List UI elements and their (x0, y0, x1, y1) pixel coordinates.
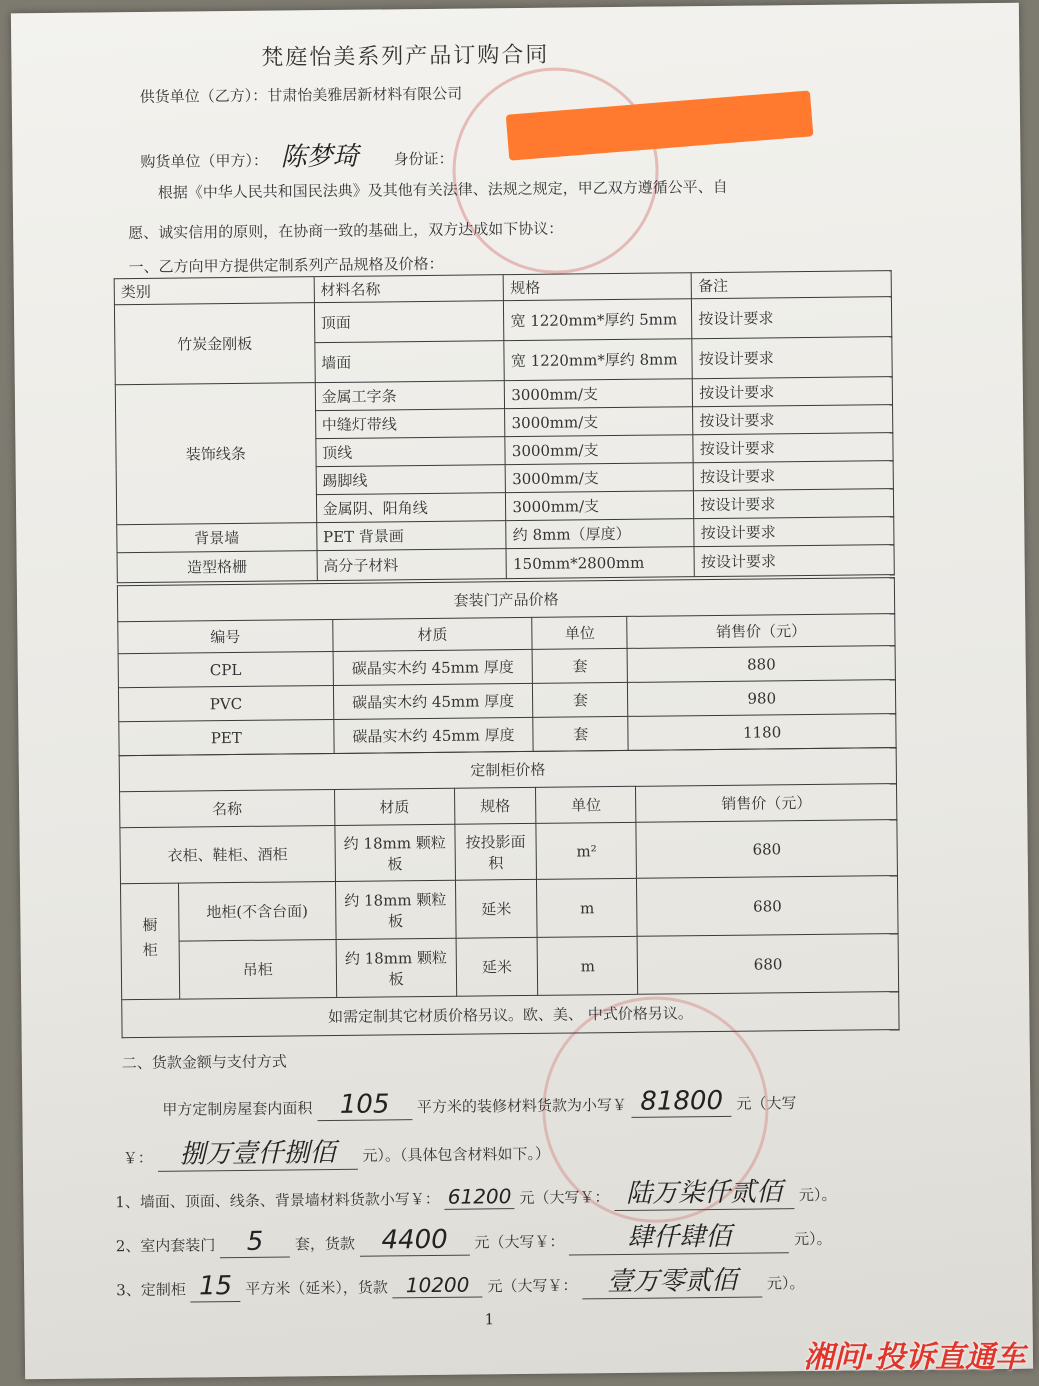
item-2-upper-label: 元（大写￥： (474, 1232, 565, 1252)
section-2-heading: 二、货款金额与支付方式 (121, 1052, 287, 1073)
payment-line-2 (123, 1130, 550, 1172)
spec-cell: 150mm*2800mm (506, 547, 694, 579)
buyer-line (140, 135, 453, 175)
item-3-line (116, 1259, 805, 1304)
item-3-upper-handwritten: 壹万零贰佰 (582, 1260, 762, 1300)
note-cell: 按设计要求 (694, 517, 894, 547)
buyer-name-handwritten: 陈梦琦 (280, 141, 359, 173)
category-cell: 背景墙 (117, 523, 317, 553)
material-cell: 中缝灯带线 (315, 409, 505, 439)
red-seal-stamp (451, 67, 659, 275)
total-handwritten: 81800 (632, 1086, 732, 1118)
unit-cell: 套 (533, 682, 628, 717)
item-1-line (115, 1171, 837, 1217)
note-cell: 按设计要求 (693, 377, 893, 407)
name-cell: 衣柜、鞋柜、酒柜 (120, 825, 335, 883)
item-3-label: 3、定制柜 (116, 1280, 186, 1300)
unit-cell: m (538, 936, 638, 995)
name-cell: 地柜(不含台面) (178, 881, 335, 941)
section-1-heading: 一、乙方向甲方提供定制系列产品规格及价格： (128, 254, 444, 277)
buyer-label: 购货单位（甲方）： (140, 151, 269, 171)
note-cell: 按设计要求 (694, 489, 894, 519)
item-3-amount-handwritten: 10200 (392, 1272, 482, 1298)
material-cell: 约 18mm 颗粒板 (335, 880, 455, 939)
note-cell: 按设计要求 (692, 297, 892, 339)
material-cell: 踢脚线 (316, 465, 506, 495)
header-category: 类别 (114, 277, 314, 305)
code-cell: PVC (118, 685, 333, 721)
note-cell: 按设计要求 (694, 545, 894, 577)
header-note: 备注 (691, 271, 891, 299)
item-2-line (116, 1215, 832, 1260)
spec-cell: 3000mm/支 (505, 435, 693, 465)
unit-cell: 套 (533, 716, 628, 751)
item-2-amount-label: 套，货款 (294, 1234, 355, 1254)
item-2-upper-handwritten: 肆仟肆佰 (569, 1215, 789, 1255)
currency-prefix: ￥： (122, 1148, 153, 1168)
spec-cell: 延米 (455, 879, 537, 938)
cabinet-table-title: 定制柜价格 (119, 748, 896, 792)
table-row (120, 820, 898, 884)
category-cell: 造型格栅 (117, 551, 317, 583)
header-name: 名称 (120, 789, 335, 827)
supplier-line (140, 83, 463, 107)
header-unit: 单位 (536, 786, 636, 823)
spec-cell: 按投影面积 (454, 823, 536, 880)
contract-page (11, 3, 1033, 1379)
item-1-upper-handwritten: 陆万柒仟贰佰 (614, 1171, 794, 1211)
table-row (121, 934, 899, 1000)
item-1-label: 1、墙面、顶面、线条、背景墙材料货款小写￥： (115, 1189, 440, 1212)
door-table-title: 套装门产品价格 (117, 578, 894, 622)
cabinet-footnote: 如需定制其它材质价格另议。欧、美、 中式价格另议。 (122, 992, 899, 1038)
header-spec: 规格 (504, 273, 692, 301)
material-cell: 金属阴、阳角线 (316, 493, 506, 523)
header-unit: 单位 (532, 616, 627, 649)
spec-cell: 3000mm/支 (506, 491, 694, 521)
material-cell: 墙面 (315, 341, 505, 383)
document-title: 梵庭怡美系列产品订购合同 (261, 42, 550, 71)
header-price: 销售价（元） (636, 784, 897, 823)
page-number: 1 (484, 1310, 495, 1329)
item-2-label: 2、室内套装门 (115, 1236, 216, 1256)
price-cell: 680 (637, 934, 898, 995)
spec-table (114, 270, 895, 583)
unit-cell: 套 (533, 648, 628, 683)
total-upper-label: 元（大写 (736, 1094, 797, 1113)
item-3-upper-label: 元（大写￥： (487, 1276, 578, 1296)
header-material: 材质 (332, 617, 532, 651)
header-code: 编号 (118, 619, 333, 653)
item-1-suffix: 元）。 (798, 1185, 837, 1205)
spec-cell: 3000mm/支 (506, 463, 694, 493)
supplier-name: 甘肃怡美雅居新材料有限公司 (267, 84, 463, 105)
header-material: 材质 (334, 788, 454, 825)
payment-line-1 (162, 1085, 796, 1123)
header-price: 销售价（元） (627, 614, 895, 649)
total-upper-handwritten: 捌万壹仟捌佰 (157, 1132, 357, 1172)
intro-line-1: 根据《中华人民共和国民法典》及其他有关法律、法规之规定，甲乙双方遵循公平、自 (157, 177, 728, 202)
material-cell: 碳晶实木约 45mm 厚度 (333, 683, 533, 719)
area-handwritten: 105 (317, 1089, 412, 1121)
unit-cell: m² (536, 822, 636, 879)
total-suffix: 元）。（具体包含材料如下。） (362, 1144, 551, 1165)
header-spec: 规格 (454, 787, 536, 824)
id-label: 身份证： (393, 149, 454, 169)
source-watermark: 湘问·投诉直通车 (803, 1340, 1025, 1375)
table-row (120, 876, 898, 942)
item-2-suffix: 元）。 (793, 1229, 832, 1249)
spec-cell: 3000mm/支 (505, 379, 693, 409)
name-cell: 吊柜 (179, 939, 336, 999)
price-cell: 680 (637, 876, 898, 937)
spec-cell: 宽 1220mm*厚约 5mm (504, 299, 692, 341)
material-cell: PET 背景画 (316, 521, 506, 551)
door-price-table (117, 577, 897, 756)
material-cell: 碳晶实木约 45mm 厚度 (333, 649, 533, 685)
item-2-qty-handwritten: 5 (220, 1226, 290, 1258)
material-cell: 约 18mm 颗粒板 (335, 824, 455, 881)
material-cell: 顶面 (314, 301, 504, 343)
material-cell: 金属工字条 (315, 381, 505, 411)
supplier-label: 供货单位（乙方）： (139, 86, 268, 106)
price-cell: 680 (636, 820, 897, 879)
code-cell: PET (119, 719, 334, 755)
category-cell: 装饰线条 (115, 383, 316, 525)
item-2-amount-handwritten: 4400 (359, 1225, 469, 1257)
material-cell: 约 18mm 颗粒板 (336, 938, 456, 997)
spec-cell: 延米 (456, 937, 538, 996)
code-cell: CPL (118, 651, 333, 687)
note-cell: 按设计要求 (692, 337, 892, 379)
price-cell: 880 (627, 646, 895, 683)
item-3-amount-label: 平方米（延米），货款 (245, 1278, 388, 1298)
material-cell: 顶线 (316, 437, 506, 467)
cabinet-price-table (119, 747, 900, 1038)
price-cell: 980 (628, 680, 896, 717)
item-3-qty-handwritten: 15 (190, 1271, 240, 1303)
price-cell: 1180 (628, 714, 896, 751)
spec-cell: 宽 1220mm*厚约 8mm (504, 339, 692, 381)
item-1-upper-label: 元（大写￥： (519, 1188, 610, 1208)
total-label: 平方米的装修材料货款为小写￥ (416, 1095, 628, 1117)
category-cell: 竹炭金刚板 (114, 303, 314, 385)
note-cell: 按设计要求 (693, 433, 893, 463)
material-cell: 碳晶实木约 45mm 厚度 (333, 717, 533, 753)
unit-cell: m (537, 878, 637, 937)
note-cell: 按设计要求 (693, 405, 893, 435)
kitchen-cabinet-label: 橱柜 (120, 883, 179, 1000)
spec-cell: 3000mm/支 (505, 407, 693, 437)
intro-line-2: 愿、诚实信用的原则，在协商一致的基础上，双方达成如下协议： (128, 219, 564, 243)
area-label: 甲方定制房屋套内面积 (162, 1099, 313, 1119)
spec-cell: 约 8mm（厚度） (506, 519, 694, 549)
header-material: 材料名称 (314, 275, 504, 303)
item-1-amount-handwritten: 61200 (444, 1184, 514, 1210)
note-cell: 按设计要求 (693, 461, 893, 491)
material-cell: 高分子材料 (317, 549, 507, 581)
item-3-suffix: 元）。 (766, 1274, 805, 1293)
